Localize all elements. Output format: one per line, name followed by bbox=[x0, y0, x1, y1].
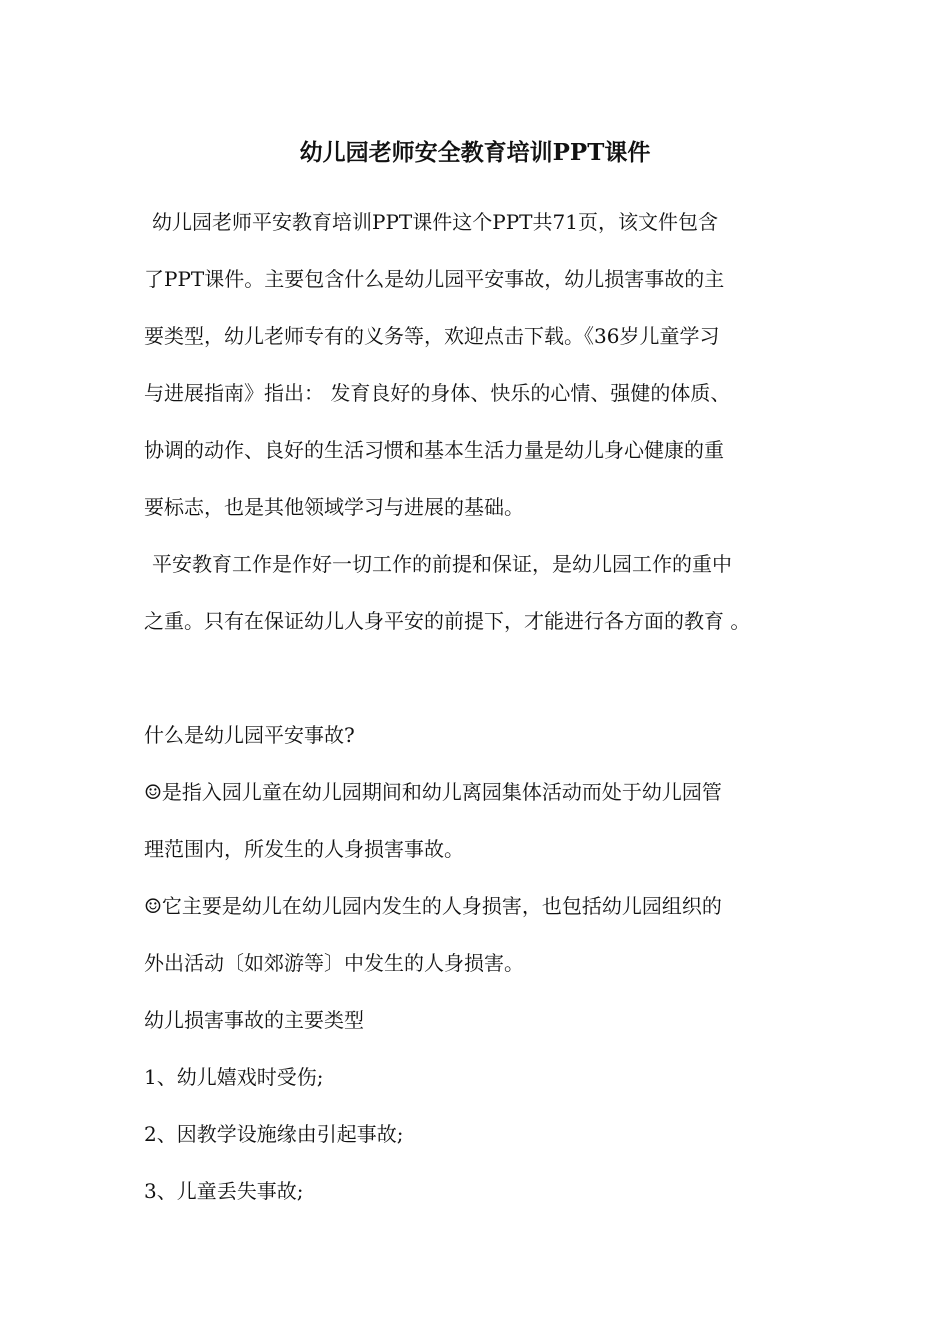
list-item: 1、幼儿嬉戏时受伤; bbox=[144, 1065, 324, 1089]
paragraph-line: 要类型，幼儿老师专有的义务等，欢迎点击下载。《36岁儿童学习 bbox=[144, 324, 720, 348]
bullet-line: ☺是指入园儿童在幼儿园期间和幼儿离园集体活动而处于幼儿园管 bbox=[144, 780, 722, 804]
document-title: 幼儿园老师安全教育培训PPT课件 bbox=[299, 139, 651, 166]
paragraph-line: 协调的动作、良好的生活习惯和基本生活力量是幼儿身心健康的重 bbox=[144, 438, 724, 462]
bullet-line: ☺它主要是幼儿在幼儿园内发生的人身损害，也包括幼儿园组织的 bbox=[144, 894, 722, 918]
section-heading: 什么是幼儿园平安事故? bbox=[144, 723, 355, 747]
paragraph-line: 幼儿园老师平安教育培训PPT课件这个PPT共71页，该文件包含 bbox=[152, 210, 718, 234]
paragraph-line: 了PPT课件。主要包含什么是幼儿园平安事故，幼儿损害事故的主 bbox=[144, 267, 725, 291]
section-heading: 幼儿损害事故的主要类型 bbox=[144, 1008, 364, 1032]
list-item: 2、因教学设施缘由引起事故; bbox=[144, 1122, 404, 1146]
paragraph-line: 平安教育工作是作好一切工作的前提和保证，是幼儿园工作的重中 bbox=[152, 552, 732, 576]
list-item: 3、儿童丢失事故; bbox=[144, 1179, 304, 1203]
bullet-line: 理范围内，所发生的人身损害事故。 bbox=[144, 837, 464, 861]
paragraph-line: 之重。只有在保证幼儿人身平安的前提下，才能进行各方面的教育 。 bbox=[144, 609, 751, 633]
paragraph-line: 要标志，也是其他领域学习与进展的基础。 bbox=[144, 495, 524, 519]
paragraph-line: 与进展指南》指出： 发育良好的身体、快乐的心情、强健的体质、 bbox=[144, 381, 731, 405]
bullet-line: 外出活动〔如郊游等〕中发生的人身损害。 bbox=[144, 951, 524, 975]
